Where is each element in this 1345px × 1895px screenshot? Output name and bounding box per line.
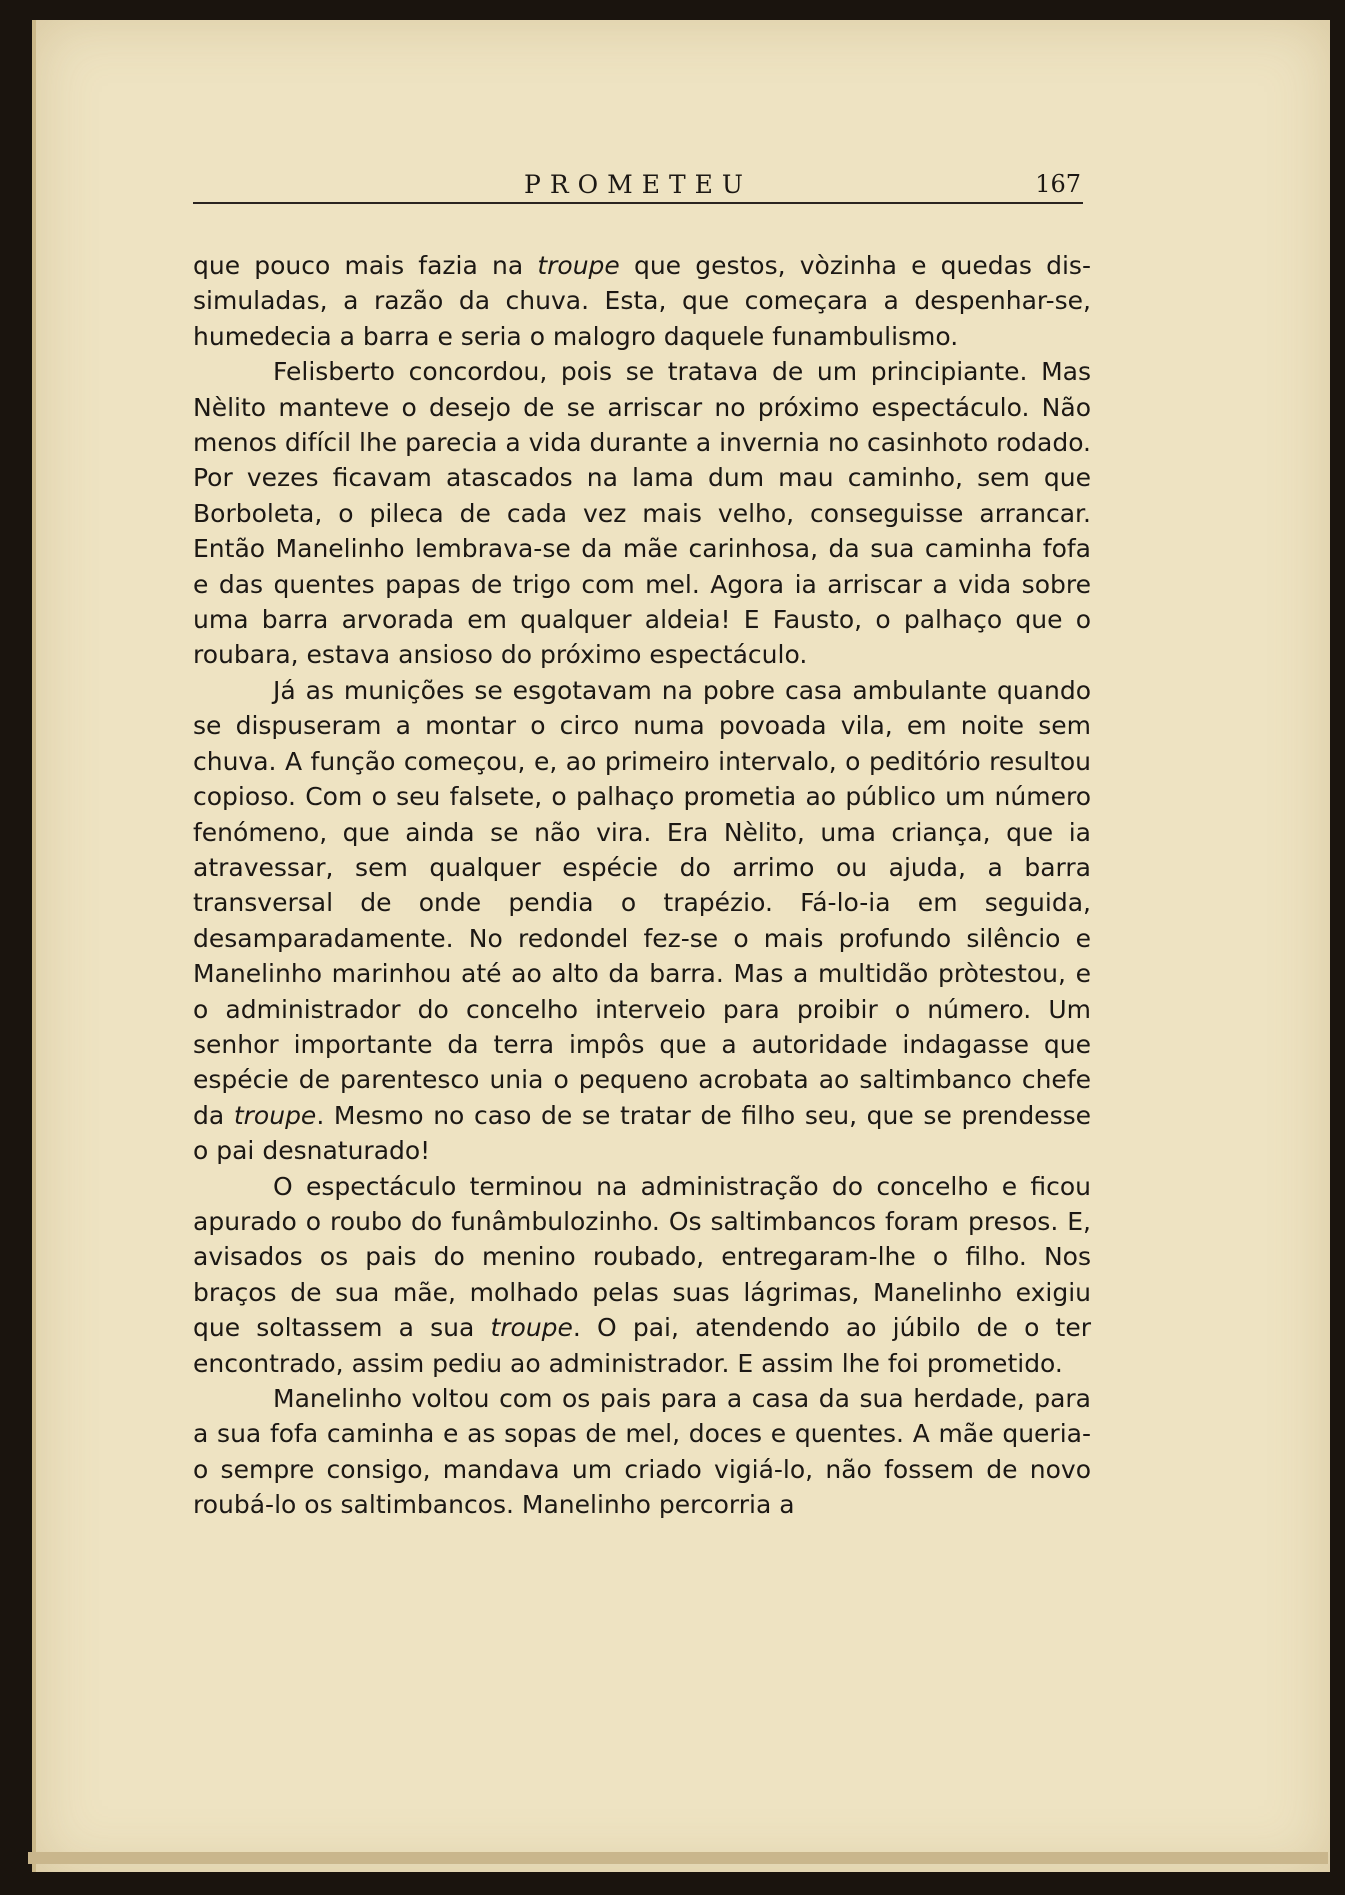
- italic-term: troupe: [233, 1100, 317, 1130]
- running-title: PROMETEU: [524, 170, 752, 199]
- body-text: [193, 248, 1091, 1523]
- paragraph-5: Manelinho voltou com os pais para a casa da sua herdade, para a sua fofa caminha e as sopas de mel, doces e quentes. A mãe queria-o sempre consigo, mandava um criado vigiá-lo, não fossem de novo roubá-lo os saltimbancos. Manelinho percorria a: [193, 1384, 1091, 1520]
- running-header: [193, 168, 1083, 204]
- italic-term: troupe: [490, 1313, 573, 1343]
- italic-term: troupe: [537, 251, 620, 280]
- page-bottom-edge: [28, 1852, 1328, 1864]
- paragraph-4: O espectáculo terminou na administração do concelho e ficou apurado o roubo do funâmbulozinho. Os saltimbancos foram presos. E, avisados os pais do menino roubado, entregaram-lhe o filho. Nos braços de sua mãe, molhado pelas suas lágrimas, Manelinho exigiu que soltassem a sua troupe. O pai, atendendo ao júbilo de o ter encontrado, assim pediu ao administrador. E assim lhe foi prometido.: [193, 1171, 1091, 1378]
- paragraph-2: Felisberto concordou, pois se tratava de um principiante. Mas Nèlito manteve o desejo de se arriscar no próximo espectáculo. Não menos difícil lhe parecia a vida durante a invernia no casinhoto rodado. Por vezes ficavam atascados na lama dum mau caminho, sem que Borboleta, o pileca de cada vez mais velho, conseguisse arrancar. Então Manelinho lembrava-se da mãe carinhosa, da sua caminha fofa e das quentes papas de trigo com mel. Agora ia arriscar a vida sobre uma barra arvorada em qualquer aldeia! E Fausto, o palhaço que o roubara, estava ansioso do próximo espectáculo.: [193, 357, 1091, 670]
- paragraph-1: que pouco mais fazia na troupe que gestos, vòzinha e quedas dissimuladas, a razão da chuva. Esta, que começara a despenhar-se, humedecia a barra e seria o malogro daquele funambulismo.: [193, 251, 1091, 351]
- page-number: 167: [1035, 170, 1081, 198]
- paragraph-3: Já as munições se esgotavam na pobre casa ambulante quando se dispuseram a montar o circo numa povoada vila, em noite sem chuva. A função começou, e, ao primeiro intervalo, o peditório resultou copioso. Com o seu falsete, o palhaço prometia ao público um número fenómeno, que ainda se não vira. Era Nèlito, uma criança, que ia atravessar, sem qualquer espécie do arrimo ou ajuda, a barra transversal de onde pendia o trapézio. Fá-lo-ia em seguida, desamparadamente. No redondel fez-se o mais profundo silêncio e Manelinho marinhou até ao alto da barra. Mas a multidão pròtestou, e o administrador do concelho interveio para proibir o número. Um senhor importante da terra impôs que a autoridade indagasse que espécie de parentesco unia o pequeno acrobata ao saltimbanco chefe da troupe. Mesmo no caso de se tratar de filho seu, que se prendesse o pai desnaturado!: [193, 675, 1091, 1166]
